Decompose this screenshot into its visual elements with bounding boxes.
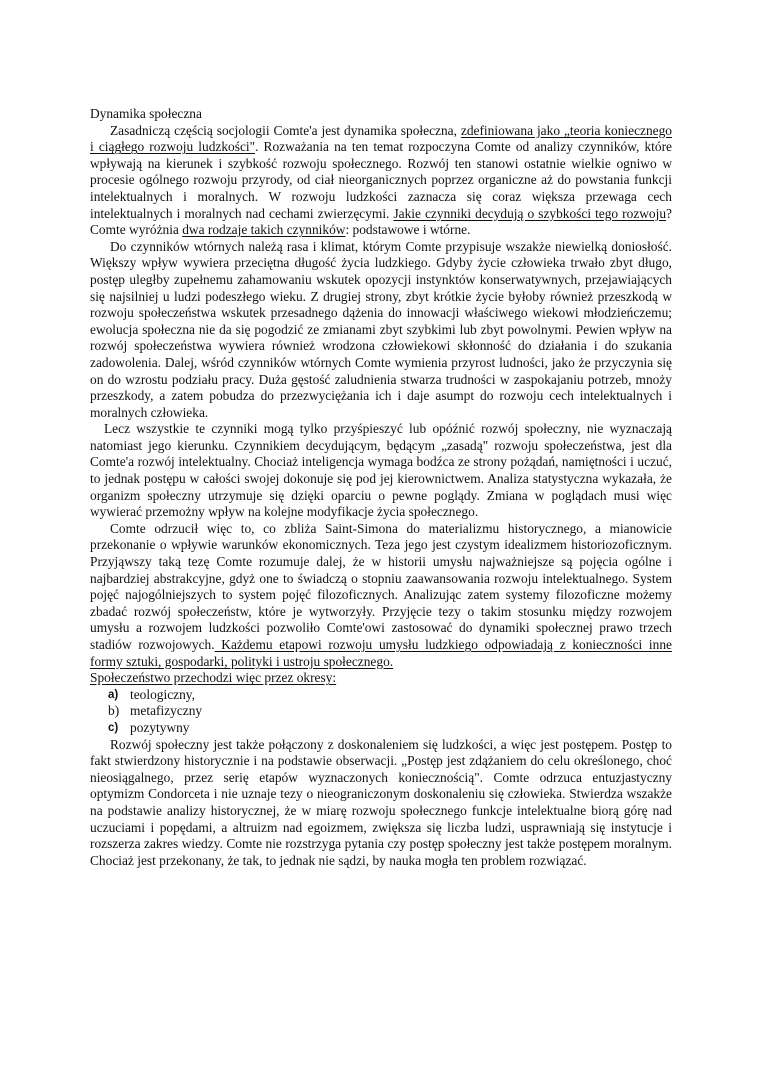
- text-run: Zasadniczą częścią socjologii Comte'a jest dynamika społeczna,: [110, 122, 461, 138]
- underlined-list-intro: Społeczeństwo przechodzi więc przez okresy:: [90, 670, 337, 686]
- list-item: [108, 720, 672, 737]
- underlined-question: Jakie czynniki decydują o szybkości tego rozwoju: [393, 205, 667, 221]
- paragraph-5: Rozwój społeczny jest także połączony z doskonaleniem się ludzkości, a więc jest postępem. Postęp to fakt stwierdzony historycznie i na podstawie obserwacji. „Postęp jest zdążaniem do celu określonego, choć nieosiągalnego, przez serię etapów wyznaczonych koniecznością". Comte odrzuca entuzjastyczny optymizm Condorceta i nie uznaje tezy o nieograniczonym doskonaleniu się człowieka. Stwierdza wszakże na podstawie analizy historycznej, że w miarę rozwoju społecznego funkcje intelektualne biorą górę nad uczuciami i popędami, a altruizm nad egoizmem, zwiększa się liczba ludzi, usprawniają się instytucje i rozszerza zakres wiedzy. Comte nie rozstrzyga pytania czy postęp społeczny jest także postępem moralnym. Chociaż jest przekonany, że tak, to jednak nie sądzi, by nauka mogła ten problem rozwiązać.: [90, 736, 672, 868]
- text-run: ? Comte wyróżnia: [90, 205, 672, 238]
- paragraph-3: Lecz wszystkie te czynniki mogą tylko przyśpieszyć lub opóźnić rozwój społeczny, nie wyznaczają natomiast jego kierunku. Czynnikiem decydującym, będącym „zasadą" rozwoju społeczeństwa, jest dla Comte'a rozwój intelektualny. Chociaż inteligencja wymaga bodźca ze strony pożądań, namiętności i uczuć, to jednak postępu w całości swojej dokonuje się pod jej kierownictwem. Analiza statystyczna wykazała, że organizm społeczny utrzymuje się dzięki oparciu o pewne poglądy. Zmiana w poglądach musi więc wywierać przemożny wpływ na kolejne modyfikacje życia społecznego.: [90, 421, 672, 520]
- stages-list: [90, 687, 672, 737]
- paragraph-2: Do czynników wtórnych należą rasa i klimat, którym Comte przypisuje wszakże niewielką doniosłość. Większy wpływ wywiera przeciętna długość życia ludzkiego. Gdyby życie człowieka trwało zbyt długo, postęp uległby zupełnemu zahamowaniu wskutek opozycji instynktów konserwatywnych, przejawiających się najsilniej u ludzi podeszłego wieku. Z drugiej strony, zbyt krótkie życie byłoby również przeszkodą w rozwoju społeczeństwa wskutek przesadnego dążenia do innowacji właściwego wiekowi młodzieńczemu; ewolucja społeczna nie da się pogodzić ze zmianami zbyt szybkimi lub zbyt powolnymi. Pewien wpływ na rozwój społeczeństwa wywiera również wrodzona człowiekowi skłonność do działania i do szukania zadowolenia. Dalej, wśród czynników wtórnych Comte wymienia przyrost ludności, jako że przyczynia się on do wzrostu podziału pracy. Duża gęstość zaludnienia stwarza trudności w zaspokajaniu potrzeb, mnoży przeszkody, a zatem pobudza do przezwyciężania ich i daje asumpt do rozwoju cech intelektualnych i moralnych człowieka.: [90, 238, 672, 420]
- list-item: [108, 687, 672, 704]
- list-marker: a): [108, 688, 119, 701]
- list-item: [108, 703, 672, 720]
- paragraph-4: [90, 521, 672, 670]
- list-marker: c): [108, 721, 119, 734]
- document-page: [90, 106, 672, 869]
- list-item-text: metafizyczny: [130, 703, 203, 719]
- list-intro: [90, 670, 672, 687]
- text-run: Comte odrzucił więc to, co zbliża Saint-Simona do materializmu historycznego, a mianowicie przekonanie o wpływie warunków ekonomicznych. Teza jego jest czystym idealizmem historiozoficznym. Przyjąwszy taką tezę Comte rozumuje dalej, że w historii umysłu najważniejsze są pojęcia ogólne i najbardziej abstrakcyjne, gdyż one to świadczą o stopniu zaawansowania rozwoju intelektualnego. System pojęć najogólniejszych to system pojęć filozoficznych. Analizując zatem systemy filozoficzne możemy zbadać rozwój społeczeństw, które je wytworzyły. Przyjęcie tezy o takim stosunku między rozwojem umysłu a rozwojem ludzkości pozwoliło Comte'owi zastosować do dynamiki społecznej prawo trzech stadiów rozwojowych.: [90, 520, 672, 652]
- list-marker: b): [108, 703, 120, 719]
- list-item-text: pozytywny: [130, 719, 190, 735]
- list-item-text: teologiczny,: [130, 686, 195, 702]
- document-title: Dynamika społeczna: [90, 106, 202, 121]
- text-run: . Rozważania na ten temat rozpoczyna Comte od analizy czynników, które wpływają na kierunek i szybkość rozwoju społecznego. Rozwój ten stanowi ostatnie wielkie ogniwo w procesie ogólnego rozwoju przyrody, od ciał nieorganicznych poprzez organiczne aż do powstania funkcji intelektualnych i moralnych. W rozwoju ludzkości zaznacza się coraz większa przewaga cech intelektualnych i moralnych nad cechami zwierzęcymi.: [90, 139, 672, 221]
- text-run: : podstawowe i wtórne.: [345, 222, 471, 238]
- underlined-factors: dwa rodzaje takich czynników: [182, 222, 346, 238]
- paragraph-1: [90, 123, 672, 239]
- underlined-definition: zdefiniowana jako „teoria koniecznego i ciągłego rozwoju ludzkości": [90, 122, 672, 155]
- underlined-stages-sentence: Każdemu etapowi rozwoju umysłu ludzkiego odpowiadają z konieczności inne formy sztuki, gospodarki, polityki i ustroju społecznego.: [90, 637, 672, 669]
